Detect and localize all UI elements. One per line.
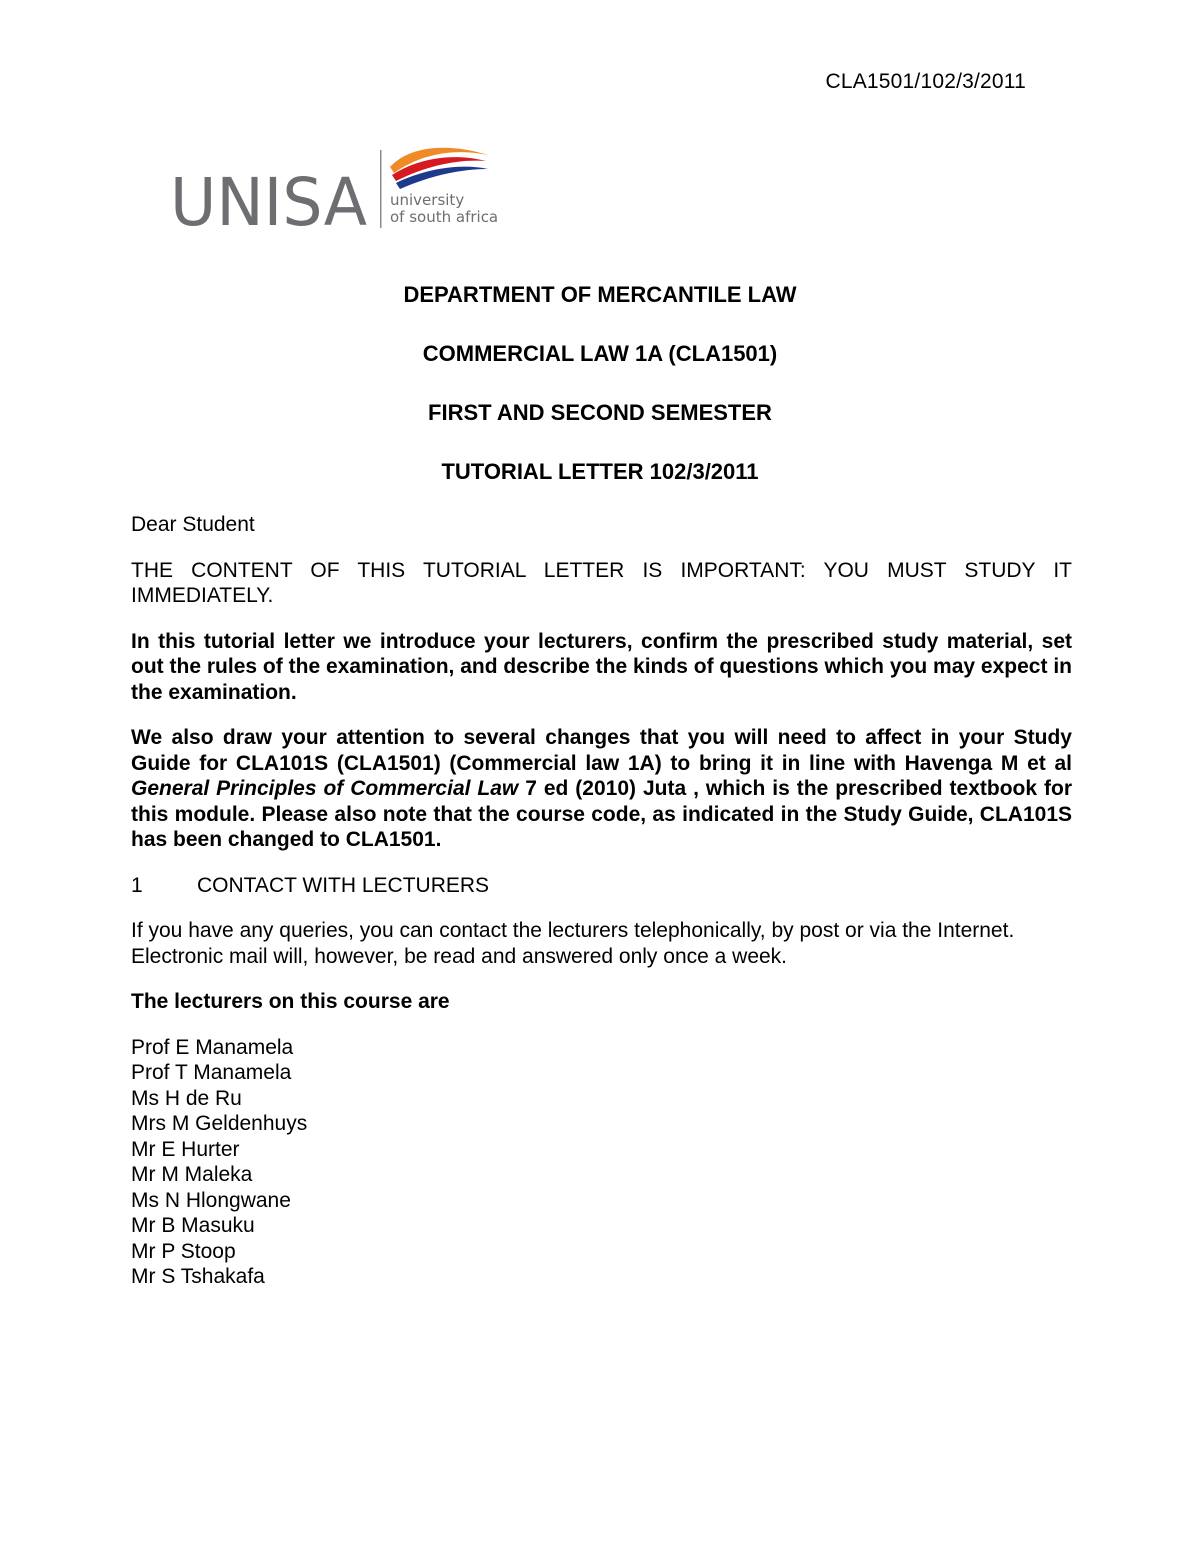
- list-item: Mr P Stoop: [131, 1239, 236, 1263]
- logo-divider: [380, 150, 382, 228]
- textbook-title: General Principles of Commercial Law: [131, 777, 519, 800]
- lecturer-list: [131, 1035, 1072, 1290]
- contact-paragraph: If you have any queries, you can contact the lecturers telephonically, by post or via the Internet. Electronic mail will, however, be read and answered only once a week.: [131, 919, 1015, 968]
- list-item: Mr M Maleka: [131, 1163, 253, 1186]
- changes-text-part1: We also draw your attention to several changes that you will need to affect in your Study Guide for CLA101S (CLA1501) (Commercial law 1A) to bring it in line with Havenga M et al: [131, 726, 1072, 775]
- semester-heading: FIRST AND SECOND SEMESTER: [428, 400, 772, 425]
- title-block: [0, 282, 1200, 518]
- section-number: 1: [131, 873, 143, 897]
- logo-line-university: university: [390, 191, 465, 209]
- unisa-logo-graphic: [170, 145, 500, 235]
- list-item: Mr S Tshakafa: [131, 1265, 265, 1288]
- section-title: CONTACT WITH LECTURERS: [197, 873, 490, 897]
- list-item: Ms N Hlongwane: [131, 1188, 291, 1212]
- department-heading: DEPARTMENT OF MERCANTILE LAW: [403, 282, 797, 307]
- intro-paragraph: In this tutorial letter we introduce your lecturers, confirm the prescribed study material, set out the rules of the examination, and describe the kinds of questions which you may expect in the examination.: [131, 629, 1072, 704]
- changes-text-part2: 7 ed (2010) Juta , which is the prescribed textbook for this module. Please also note that the course code, as indicated in the Study Guide, CLA101S has been changed to CLA1501.: [131, 777, 1072, 851]
- important-notice: THE CONTENT OF THIS TUTORIAL LETTER IS IMPORTANT: YOU MUST STUDY IT IMMEDIATELY.: [131, 558, 1072, 607]
- unisa-logo: [170, 145, 500, 235]
- changes-paragraph: [131, 725, 1072, 853]
- list-item: Mrs M Geldenhuys: [131, 1112, 308, 1135]
- letter-body: [131, 512, 1072, 1290]
- tutorial-letter-heading: TUTORIAL LETTER 102/3/2011: [441, 459, 759, 484]
- salutation: Dear Student: [131, 513, 255, 536]
- module-heading: COMMERCIAL LAW 1A (CLA1501): [422, 341, 778, 366]
- document-reference: CLA1501/102/3/2011: [825, 70, 1026, 93]
- logo-wordmark: UNISA: [170, 164, 367, 235]
- list-item: Mr E Hurter: [131, 1137, 240, 1161]
- list-item: Prof T Manamela: [131, 1061, 292, 1084]
- list-item: Ms H de Ru: [131, 1086, 242, 1110]
- list-item: Mr B Masuku: [131, 1214, 255, 1237]
- logo-line-south-africa: of south africa: [390, 208, 499, 226]
- list-item: Prof E Manamela: [131, 1035, 294, 1059]
- section-heading-contact: [131, 873, 1072, 899]
- lecturers-title: The lecturers on this course are: [131, 990, 450, 1013]
